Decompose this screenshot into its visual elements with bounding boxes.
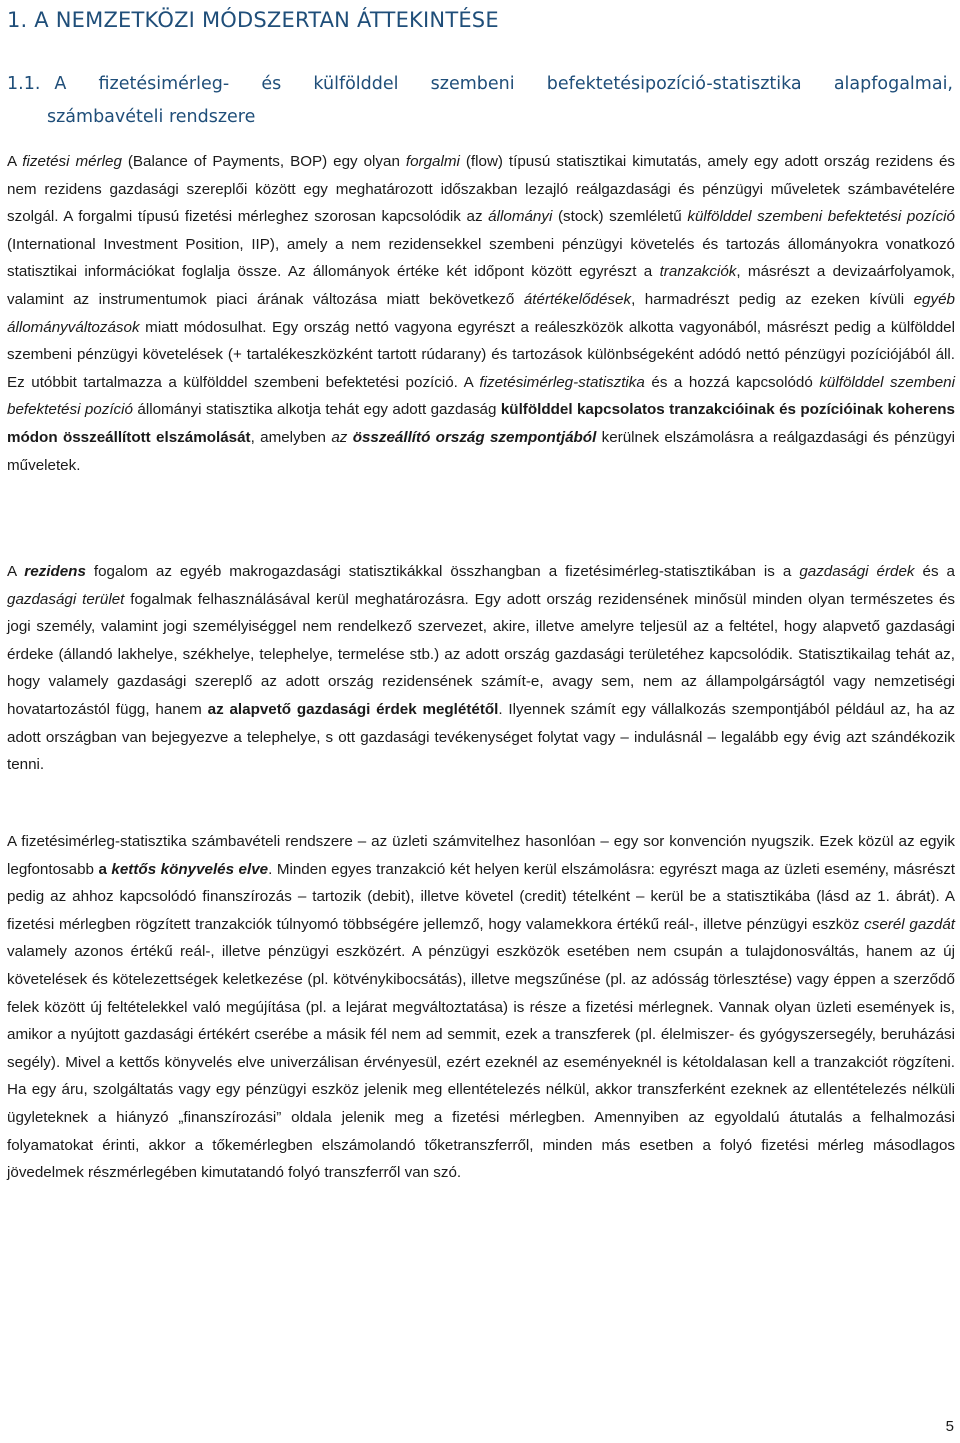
- emphasis-text: az alapvető gazdasági érdek meglététől: [207, 700, 499, 718]
- emphasis-text: gazdasági terület: [7, 590, 125, 608]
- emphasis-text: rezidens: [24, 563, 86, 580]
- emphasis-text: állományi: [488, 208, 553, 226]
- emphasis-text: forgalmi: [405, 153, 460, 170]
- subsection-title-line1: A fizetésimérleg- és külfölddel szembeni befektetésipozíció-statisztika alapfogalmai,: [54, 74, 953, 94]
- emphasis-text: cserél gazdát: [864, 915, 955, 933]
- emphasis-text: külfölddel szembeni befektetési pozíció: [687, 208, 955, 226]
- emphasis-text: átértékelődések: [523, 290, 632, 308]
- subsection-heading: [7, 68, 953, 134]
- paragraph-double-entry: A fizetésimérleg-statisztika számbavételi rendszere – az üzleti számvitelhez hasonlóan – egy sor konvención nyugszik. Ezek közül az egyik legfontosabb a kettős könyvelés elve. Minden egyes tranzakció két helyen kerül elszámolásra: egyrészt maga az üzleti esemény, másrészt pedig az ahhoz kapcsolódó finanszírozás – tartozik (debit), illetve követel (credit) tételként – kerül be a statisztikába (lásd az 1. ábrát). A fizetési mérlegben rögzített tranzakciók túlnyomó többségére jellemző, hogy valamekkora értékű reál-, illetve pénzügyi eszköz cserél gazdát valamely azonos értékű reál-, illetve pénzügyi eszközért. A pénzügyi eszközök esetében nem csupán a tulajdonosváltás, hanem az új követelések és kötelezettségek keletkezése (pl. kötvénykibocsátás), illetve megszűnése (pl. az adósság törlesztése) vagy éppen a szerződő felek között új feltételekkel való megújítása (pl. a lejárat megváltoztatása) is része a fizetési mérlegnek. Vannak olyan üzleti események is, amikor a nyújtott gazdasági értékért cserébe a másik fél nem ad semmit, ezek a transzferek (pl. élelmiszer- és gyógyszersegély, beruházási segély). Mivel a kettős könyvelés elve univerzálisan érvényesül, ezért ezeknél az eseményeknél is kétoldalasan kell a tranzakciót rögzíteni. Ha egy áru, szolgáltatás vagy egy pénzügyi eszköz jelenik meg ellentételezés nélkül, akkor transzferként ezeknek az ellentételezés nélküli ügyleteknek a hiányzó „finanszírozási” oldala jelenik meg a fizetési mérlegben. Amennyiben az egyoldalú átutalás a felhalmozási folyamatokat érinti, akkor a tőkemérlegben elszámolandó tőketranszferről, minden más esetben a folyó fizetési mérleg másodlagos jövedelmek részmérlegében kimutatandó folyó transzferről van szó.: [7, 833, 956, 1182]
- emphasis-text: külfölddel szembeni befektetési pozíció: [7, 373, 956, 419]
- emphasis-text: külfölddel kapcsolatos tranzakcióinak és pozícióinak koherens módon összeállított elszámolását: [7, 401, 955, 446]
- emphasis-text: egyéb állományváltozások: [7, 290, 955, 336]
- paragraph-balance-of-payments: A fizetési mérleg (Balance of Payments, BOP) egy olyan forgalmi (flow) típusú statisztikai kimutatás, amely egy adott ország rezidens és nem rezidens gazdasági szereplői között egy meghatározott időszakban lezajló reálgazdasági és pénzügyi műveletek számbavételére szolgál. A forgalmi típusú fizetési mérleghez szorosan kapcsolódik az állományi (stock) szemléletű külfölddel szembeni befektetési pozíció (International Investment Position, IIP), amely a nem rezidensekkel szembeni pénzügyi követelés és tartozás állományokra vonatkozó statisztikai információkat foglalja össze. Az állományok értéke két időpont között egyrészt a tranzakciók, másrészt a devizaárfolyamok, valamint az instrumentumok piaci árának változása miatt bekövetkező átértékelődések, harmadrészt pedig az ezeken kívüli egyéb állományváltozások miatt módosulhat. Egy ország nettó vagyona egyrészt a reáleszközök alkotta vagyonából, másrészt pedig a külfölddel szembeni pénzügyi követelések (+ tartalékeszközként tartott rúdarany) és tartozások különbségeként adódó nettó pénzügyi pozíciójából áll. Ez utóbbit tartalmazza a külfölddel szembeni befektetési pozíció. A fizetésimérleg-statisztika és a hozzá kapcsolódó külfölddel szembeni befektetési pozíció állományi statisztika alkotja tehát egy adott gazdaság külfölddel kapcsolatos tranzakcióinak és pozícióinak koherens módon összeállított elszámolását, amelyben az összeállító ország szempontjából kerülnek elszámolásra a reálgazdasági és pénzügyi műveletek.: [7, 153, 956, 474]
- emphasis-text: gazdasági érdek: [799, 563, 915, 580]
- page-number: 5: [945, 1418, 954, 1435]
- section-heading: 1. A NEMZETKÖZI MÓDSZERTAN ÁTTEKINTÉSE: [7, 8, 499, 32]
- emphasis-text: a: [98, 860, 112, 878]
- emphasis-text: fizetési mérleg: [22, 153, 122, 170]
- emphasis-text: tranzakciók: [659, 263, 737, 281]
- emphasis-text: kettős könyvelés elve: [111, 860, 269, 878]
- emphasis-text: összeállító ország szempontjából: [352, 428, 597, 446]
- subsection-title-line2: számbavételi rendszere: [47, 107, 256, 127]
- paragraph-resident: A rezidens fogalom az egyéb makrogazdasági statisztikákkal összhangban a fizetésimérleg-statisztikában is a gazdasági érdek és a gazdasági terület fogalmak felhasználásával kerül meghatározásra. Egy adott ország rezidensének minősül minden olyan természetes és jogi személy, valamint jogi személyiséggel nem rendelkező szervezet, akire, illetve amelyre teljesül az a feltétel, hogy alapvető gazdasági érdeke (állandó lakhelye, székhelye, telephelye, termelése stb.) az adott ország gazdasági területéhez kapcsolódik. Statisztikailag tehát az, hogy valamely gazdasági szereplő az adott ország rezidensének számít-e, avagy sem, nem az állampolgárságtól vagy nemzetiségi hovatartozástól függ, hanem az alapvető gazdasági érdek meglététől. Ilyennek számít egy vállalkozás szempontjából például az, ha az adott országban van bejegyezve a telephelye, s ott gazdasági tevékenységet folytat vagy – indulásnál – legalább egy évig azt szándékozik tenni.: [7, 563, 956, 774]
- emphasis-text: az: [331, 428, 353, 446]
- subsection-number: 1.1.: [7, 74, 41, 94]
- emphasis-text: fizetésimérleg-statisztika: [479, 373, 645, 391]
